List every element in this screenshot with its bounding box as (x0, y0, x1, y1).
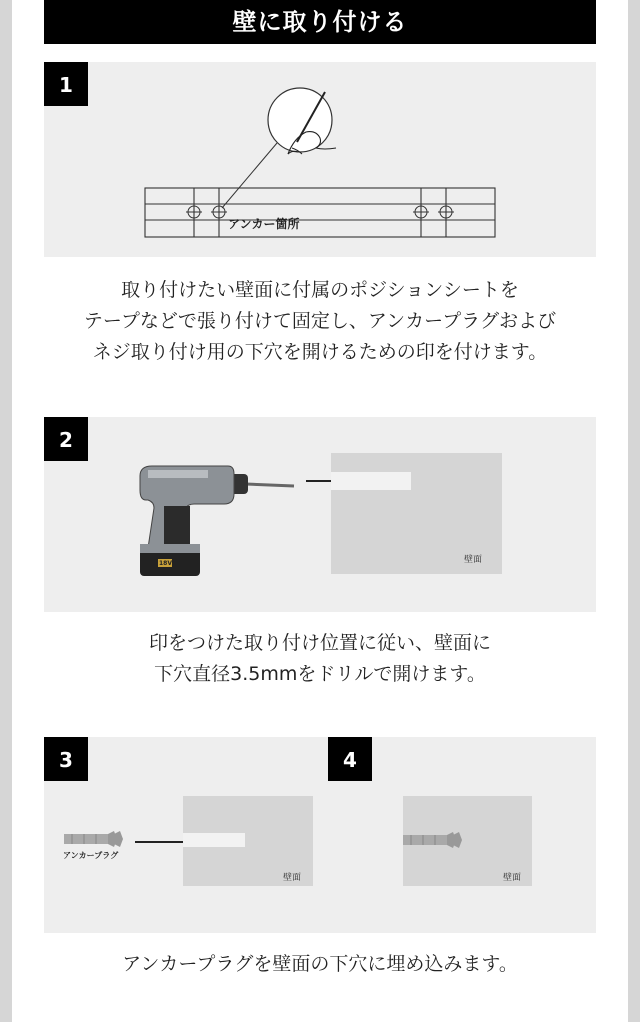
position-sheet-illustration (44, 62, 596, 257)
step-number: 3 (44, 737, 88, 781)
caption-line: 下穴直径3.5mmをドリルで開けます。 (154, 663, 486, 685)
drill-icon (134, 462, 304, 592)
step-1-caption (44, 275, 596, 368)
right-border (628, 0, 640, 1022)
caption-line: 取り付けたい壁面に付属のポジションシートを (121, 279, 519, 301)
drill-hole (331, 472, 411, 490)
step-2-panel (44, 417, 596, 612)
anchor-plug-icon (403, 832, 467, 848)
drill-voltage-badge: 18V (159, 560, 172, 567)
wall-label: 壁面 (464, 555, 483, 565)
step-1-panel (44, 62, 596, 257)
wall-label: 壁面 (503, 873, 522, 883)
drill-hole (183, 833, 245, 847)
step-3-4-panel (44, 737, 596, 933)
anchor-location-label: アンカー箇所 (228, 217, 300, 231)
magnifier-leader (222, 143, 277, 208)
step-number: 2 (44, 417, 88, 461)
caption-line: アンカープラグを壁面の下穴に埋め込みます。 (122, 953, 518, 975)
caption-line: ネジ取り付け用の下穴を開けるための印を付けます。 (92, 341, 548, 363)
wall-label: 壁面 (283, 873, 302, 883)
left-border (0, 0, 12, 1022)
anchor-plug-icon (64, 831, 128, 847)
mark-targets (186, 204, 454, 220)
caption-line: 印をつけた取り付け位置に従い、壁面に (148, 632, 491, 654)
step-number: 4 (328, 737, 372, 781)
step-3-4-caption (44, 949, 596, 980)
step-2-caption (44, 628, 596, 690)
step-number: 1 (44, 62, 88, 106)
section-title: 壁に取り付ける (44, 0, 596, 44)
anchor-plug-label: アンカープラグ (63, 851, 119, 860)
caption-line: テープなどで張り付けて固定し、アンカープラグおよび (83, 310, 557, 332)
